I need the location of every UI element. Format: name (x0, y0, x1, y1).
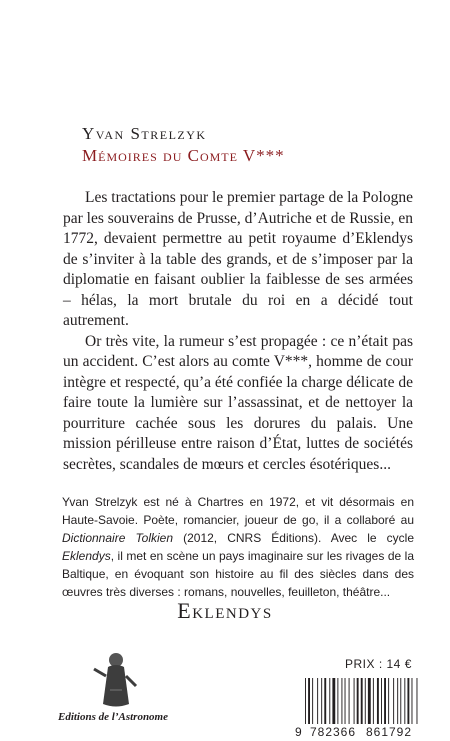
bio-italic-dictionnaire: Dictionnaire Tolkien (62, 531, 174, 545)
barcode-bar (400, 678, 401, 724)
isbn-group-2: 861792 (365, 725, 413, 738)
barcode-bar (332, 678, 335, 724)
barcode-bar (384, 678, 386, 724)
isbn-group-1: 782366 (309, 725, 357, 738)
barcode-bar (393, 678, 394, 724)
bio-italic-eklendys: Eklendys (62, 549, 111, 563)
back-cover-blurb (63, 188, 413, 475)
barcode-bar (324, 678, 326, 724)
barcode-bar (417, 678, 418, 724)
bio-text-2: (2012, CNRS Éditions). Avec le cycle (173, 531, 415, 545)
publisher-name: Editions de l’Astronome (57, 711, 169, 723)
barcode-bars (305, 678, 417, 724)
price-label: PRIX : 14 € (345, 657, 412, 671)
barcode-bar (349, 678, 350, 724)
barcode-bar (365, 678, 366, 724)
barcode-bar (407, 678, 409, 724)
barcode-bar (321, 678, 322, 724)
barcode-bar (361, 678, 363, 724)
bio-text-3: , il met en scène un pays imaginaire sur les rivages de la Baltique, en évoquant son histoire au fil des siècles dans des œuvres très diverses : romans, nouvelles, feuilleton, théâtre... (62, 549, 414, 599)
barcode-bar (305, 678, 306, 724)
barcode-bar (312, 678, 313, 724)
bio-text-1: Yvan Strelzyk est né à Chartres en 1972, et vit désormais en Haute-Savoie. Poète, romancier, joueur de go, il a collaboré au (62, 495, 414, 527)
barcode-bar (354, 678, 355, 724)
barcode-bar (377, 678, 379, 724)
isbn-barcode (293, 676, 431, 738)
barcode-bar (329, 678, 330, 724)
publisher-logo (28, 650, 198, 725)
barcode-bar (404, 678, 405, 724)
blurb-paragraph-1: Les tractations pour le premier partage de la Pologne par les souverains de Prusse, d’Autriche et de Russie, en 1772, devaient permettre au petit royaume d’Eklendys de s’inviter à la table des grands, et de s’imposer par la diplomatie en faisant oublier la faiblesse de ses armées – hélas, la mort brutale du roi en a décidé tout autrement. (63, 189, 413, 329)
barcode-bar (373, 678, 374, 724)
barcode-bar (397, 678, 398, 724)
barcode-bar (368, 678, 371, 724)
barcode-bar (357, 678, 359, 724)
barcode-bar (345, 678, 346, 724)
blurb-paragraph-2: Or très vite, la rumeur s’est propagée : ce n’était pas un accident. C’est alors au comte V***, homme de cour intègre et respecté, qu’a été confiée la charge délicate de faire toute la lumière sur l’assassinat, et de nettoyer la pourriture cachée sous les dorures du palais. Une mission périlleuse entre raison d’État, luttes de sociétés secrètes, scandales de mœurs et cercles ésotériques... (63, 332, 413, 473)
barcode-bar (388, 678, 389, 724)
barcode-bar (317, 678, 318, 724)
barcode-bar (412, 678, 413, 724)
barcode-bar (341, 678, 342, 724)
barcode-bar (337, 678, 338, 724)
author-name: Yvan Strelzyk (82, 124, 207, 143)
barcode-bar (381, 678, 382, 724)
book-title: Mémoires du Comte V*** (82, 146, 285, 165)
isbn-first-digit: 9 (295, 725, 302, 738)
astronomer-figure-icon (94, 653, 136, 707)
series-name: Eklendys (177, 598, 273, 623)
barcode-bar (308, 678, 310, 724)
author-bio (62, 493, 414, 601)
